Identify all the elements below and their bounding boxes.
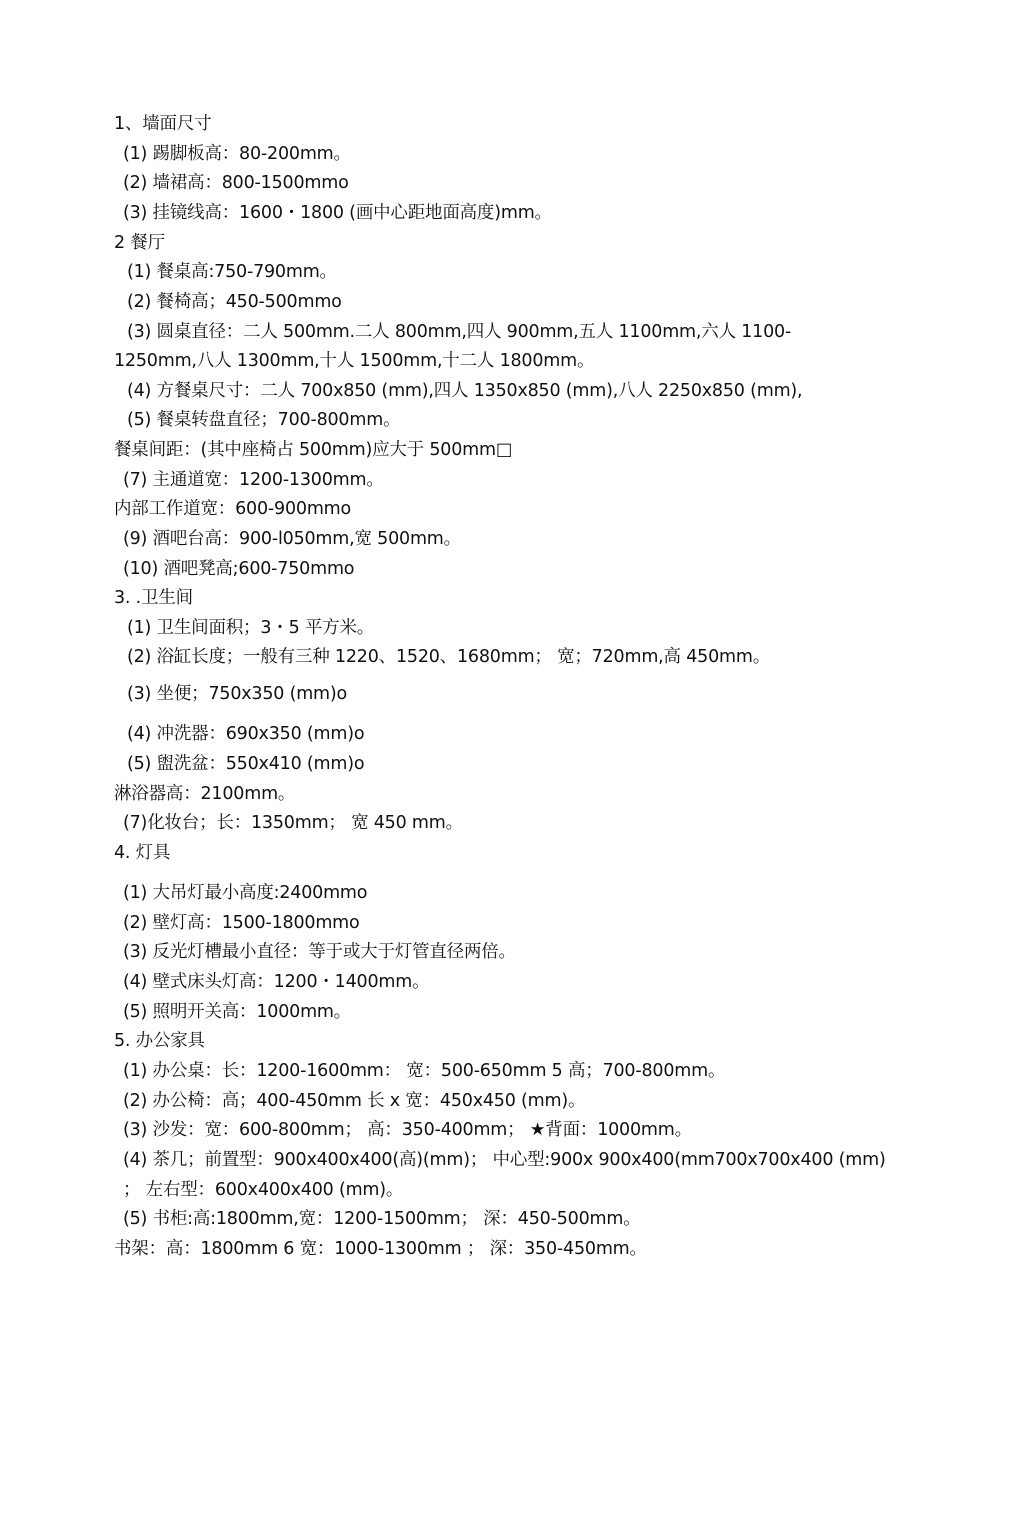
text-line: 淋浴器高：2100mm。: [114, 784, 296, 804]
list-item: (4) 冲洗器：690x350 (mm)o: [127, 724, 365, 744]
text-line: 内部工作道宽：600-900mmo: [114, 499, 352, 519]
list-item: (5) 餐桌转盘直径；700-800mm。: [127, 410, 401, 430]
list-item: (1) 办公桌：长：1200-1600mm： 宽：500-650mm 5 高；700-800mm。: [123, 1061, 726, 1081]
section-heading-bathroom: 3. .卫生间: [114, 588, 193, 608]
list-item: (10) 酒吧凳高;600-750mmo: [123, 559, 355, 579]
list-item: (9) 酒吧台高：900-l050mm,宽 500mm。: [123, 529, 461, 549]
list-item: (2) 办公椅：高；400-450mm 长 x 宽：450x450 (mm)。: [123, 1091, 586, 1111]
text-line: 餐桌间距：(其中座椅占 500mm)应大于 500mm□: [114, 440, 513, 460]
list-item: (5) 书柜:高:1800mm,宽：1200-1500mm； 深：450-500mm。: [123, 1209, 641, 1229]
list-item: (4) 茶几；前置型：900x400x400(高)(mm)； 中心型:900x 900x400(mm700x700x400 (mm): [123, 1150, 886, 1170]
list-item: (1) 餐桌高:750-790mm。: [127, 262, 337, 282]
list-item: (2) 餐椅高；450-500mmo: [127, 292, 342, 312]
list-item: (1) 踢脚板高：80-200mm。: [123, 144, 351, 164]
list-item: (7) 主通道宽：1200-1300mm。: [123, 470, 384, 490]
list-item: (3) 反光灯槽最小直径：等于或大于灯管直径两倍。: [123, 942, 516, 962]
list-item: (3) 挂镜线高：1600・1800 (画中心距地面高度)mm。: [123, 203, 552, 223]
list-item: (1) 大吊灯最小高度:2400mmo: [123, 883, 368, 903]
list-item: (5) 照明开关高：1000mm。: [123, 1002, 352, 1022]
list-item: (2) 浴缸长度；一般有三种 1220、1520、1680mm； 宽；720mm,高 450mm。: [127, 647, 770, 667]
section-heading-wall: 1、墙面尺寸: [114, 114, 212, 134]
list-item-continued: 1250mm,八人 1300mm,十人 1500mm,十二人 1800mm。: [114, 351, 595, 371]
list-item: (3) 沙发：宽：600-800mm； 高：350-400mm； ★背面：1000mm。: [123, 1120, 692, 1140]
list-item: (3) 坐便；750x350 (mm)o: [127, 684, 348, 704]
list-item: (4) 壁式床头灯高：1200・1400mm。: [123, 972, 430, 992]
section-heading-office: 5. 办公家具: [114, 1031, 205, 1051]
section-heading-lighting: 4. 灯具: [114, 843, 171, 863]
list-item: (5) 盥洗盆：550x410 (mm)o: [127, 754, 365, 774]
list-item: (1) 卫生间面积；3・5 平方米。: [127, 618, 375, 638]
list-item: (2) 壁灯高：1500-1800mmo: [123, 913, 360, 933]
section-heading-dining: 2 餐厅: [114, 233, 165, 253]
list-item: (7)化妆台；长：1350mm； 宽 450 mm。: [123, 813, 463, 833]
list-item: (2) 墙裙高：800-1500mmo: [123, 173, 349, 193]
list-item: (3) 圆桌直径：二人 500mm.二人 800mm,四人 900mm,五人 1100mm,六人 1100-: [127, 322, 792, 342]
text-line: 书架：高：1800mm 6 宽：1000-1300mm ； 深：350-450mm。: [114, 1239, 647, 1259]
list-item-continued: ； 左右型：600x400x400 (mm)。: [123, 1180, 404, 1200]
list-item: (4) 方餐桌尺寸：二人 700x850 (mm),四人 1350x850 (mm),八人 2250x850 (mm),: [127, 381, 803, 401]
